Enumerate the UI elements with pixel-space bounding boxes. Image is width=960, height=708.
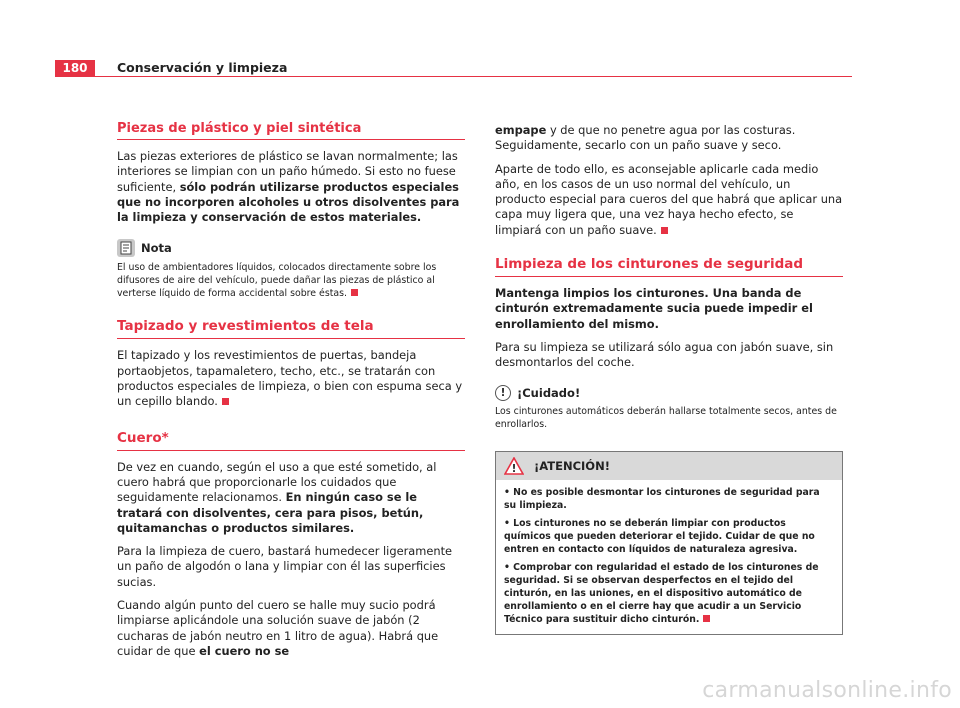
- running-title: Conservación y limpieza: [117, 60, 288, 75]
- end-marker-icon: [703, 615, 710, 622]
- plastics-text: Las piezas exteriores de plástico se lavan normalmente; las interiores se limpian con un paño húmedo. Si esto no fuese suficiente,: [117, 149, 458, 194]
- caution-text: Los cinturones automáticos deberán hallarse totalmente secos, antes de enrollarlos.: [495, 405, 837, 430]
- leather-text-1: De vez en cuando, según el uso a que esté sometido, al cuero habrá que proporcionarle los cuidados que seguidamente relacionamos.: [117, 459, 437, 505]
- belts-bold-paragraph: Mantenga limpios los cinturones. Una banda de cinturón extremadamente sucia puede impedir el enrollamiento del mismo.: [495, 286, 813, 331]
- warning-item: • No es posible desmontar los cinturones de seguridad para su limpieza.: [504, 486, 820, 511]
- warning-triangle-icon: [504, 457, 524, 475]
- warning-item: [504, 561, 834, 626]
- plastics-paragraph: [117, 149, 465, 225]
- note-body: El uso de ambientadores líquidos, colocados directamente sobre los difusores de aire del vehículo, puede dañar las piezas de plástico al verterse líquido de forma accidental sobre éstas.: [117, 262, 437, 300]
- note-pencil-icon: [120, 241, 132, 255]
- leather-text-3: Cuando algún punto del cuero se halle muy sucio podrá limpiarse aplicándole una solución suave de jabón (2 cucharas de jabón neutro en 1 litro de agua). Habrá que cuidar de que: [117, 598, 439, 658]
- warning-box: [495, 451, 843, 635]
- warning-item: • Los cinturones no se deberán limpiar con productos químicos que pueden deteriorar el tejido. Cuidar de que no entren en contacto con líquidos de naturaleza agresiva.: [504, 517, 815, 555]
- end-marker-icon: [351, 289, 358, 296]
- note-title: Nota: [141, 241, 172, 256]
- end-marker-icon: [661, 227, 668, 234]
- right-column: [495, 123, 843, 635]
- heading-leather: Cuero*: [117, 430, 465, 451]
- left-column: [117, 121, 465, 667]
- warning-title: ¡ATENCIÓN!: [534, 458, 610, 473]
- note-text: [117, 261, 465, 300]
- warning-item-text: • Comprobar con regularidad el estado de los cinturones de seguridad. Si se observan desperfectos en el tejido del cinturón, en las uniones, en el dispositivo automático de enrollamiento o en el cierre hay que acudir a un Servicio Técnico para sustituir dicho cinturón.: [504, 561, 819, 625]
- note-icon: [117, 239, 135, 257]
- warning-triangle-glyph: !: [511, 461, 517, 475]
- leather-cont-text: y de que no penetre agua por las costuras. Seguidamente, secarlo con un paño suave y seco.: [495, 123, 796, 153]
- leather-bold-3: el cuero no se: [199, 643, 290, 658]
- upholstery-text: El tapizado y los revestimientos de puertas, bandeja portaobjetos, tapamaletero, techo, etc., se tratarán con productos especiales de limpieza, o bien con espuma seca y un cepillo blando.: [117, 348, 463, 409]
- note-header: [117, 239, 465, 257]
- page-number: 180: [55, 60, 95, 76]
- caution-title: ¡Cuidado!: [517, 385, 581, 400]
- watermark: carmanualsonline.info: [702, 678, 952, 703]
- leather-continued-paragraph: [495, 123, 843, 154]
- warning-body: [496, 480, 842, 634]
- header-rule: [55, 76, 852, 77]
- heading-belts: Limpieza de los cinturones de seguridad: [495, 256, 843, 277]
- heading-plastics: Piezas de plástico y piel sintética: [117, 121, 465, 140]
- leather-bold-1: En ningún caso se le tratará con disolventes, cera para pisos, betún, quitamanchas o productos similares.: [117, 490, 424, 535]
- leather-paragraph-1: [117, 460, 465, 536]
- leather-cont-bold: empape: [495, 123, 547, 137]
- leather-paragraph-2: Para la limpieza de cuero, bastará humedecer ligeramente un paño de algodón o lana y limpiar con él las superficies sucias.: [117, 544, 453, 589]
- belts-paragraph: Para su limpieza se utilizará sólo agua con jabón suave, sin desmontarlos del coche.: [495, 339, 834, 370]
- upholstery-paragraph: [117, 348, 465, 409]
- caution-icon: !: [495, 385, 511, 401]
- end-marker-icon: [222, 398, 229, 405]
- heading-upholstery: Tapizado y revestimientos de tela: [117, 318, 465, 339]
- warning-header: [496, 452, 842, 480]
- leather-care-paragraph: [495, 162, 843, 238]
- leather-paragraph-3: [117, 598, 465, 659]
- leather-care-text: Aparte de todo ello, es aconsejable aplicarle cada medio año, en los casos de un uso normal del vehículo, un producto especial para cueros del que habrá que aplicar una capa muy ligera que, una vez haya hecho efecto, se limpiará con un paño suave.: [495, 161, 843, 237]
- plastics-bold-text: sólo podrán utilizarse productos especiales que no incorporen alcoholes u otros disolventes para la limpieza y conservación de estos materiales.: [117, 179, 460, 225]
- caution-header: [495, 385, 843, 401]
